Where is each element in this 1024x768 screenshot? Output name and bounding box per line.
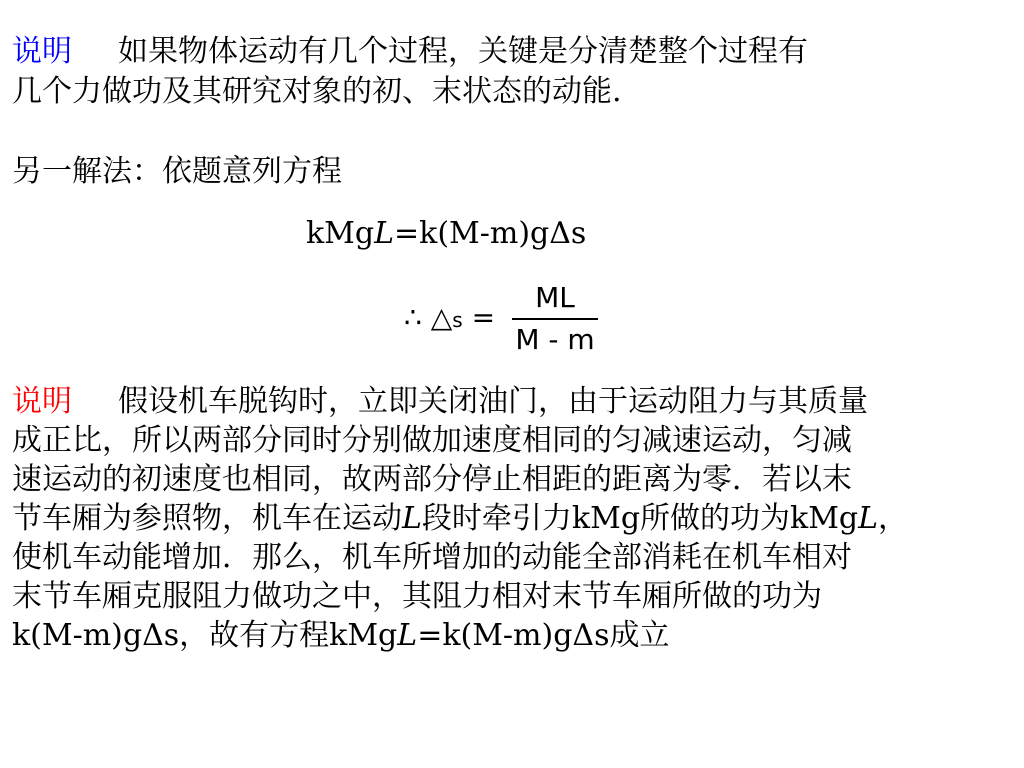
alternative-solution-heading: 另一解法：依题意列方程	[12, 154, 342, 189]
para3-line-7	[12, 616, 908, 655]
explanation-paragraph-2	[12, 382, 908, 655]
para1-line-2: 几个力做功及其研究对象的初、末状态的动能.	[12, 74, 622, 109]
para3-line4-c: ，	[878, 501, 909, 536]
para3-line4-b: 段时牵引力kMg所做的功为kMg	[421, 501, 859, 536]
equation-2	[404, 280, 624, 356]
para3-line-2: 成正比，所以两部分同时分别做加速度相同的匀减速运动，匀减	[12, 423, 852, 458]
equation2-s: s	[452, 308, 463, 332]
para1-line-1	[12, 32, 808, 72]
para3-line4-var: L	[402, 501, 422, 536]
para3-line7-b: =k(M-m)gΔs成立	[417, 618, 670, 653]
para3-line4-a: 节车厢为参照物，机车在运动	[12, 501, 402, 536]
equation1-pre: kMg	[306, 216, 375, 251]
equation1-post: =k(M-m)gΔs	[394, 216, 587, 251]
para1-line1-text: 如果物体运动有几个过程，关键是分清楚整个过程有	[118, 34, 808, 69]
para3-line7-a: k(M-m)gΔs，故有方程kMg	[12, 618, 398, 653]
fraction-bar	[512, 318, 598, 320]
equation2-equals: =	[471, 301, 496, 334]
explanation-label: 说明	[12, 34, 72, 69]
para3-line7-var: L	[397, 618, 418, 653]
explanation-paragraph-1	[12, 32, 808, 112]
para3-line-4	[12, 499, 908, 538]
para3-line-1	[12, 382, 908, 421]
equation-1	[306, 214, 586, 254]
delta-symbol: △	[430, 301, 453, 334]
para3-line4-var2: L	[858, 501, 879, 536]
fraction-numerator: ML	[535, 281, 575, 314]
fraction-denominator: M - m	[515, 323, 595, 356]
para3-line-5: 使机车动能增加．那么，机车所增加的动能全部消耗在机车相对	[12, 540, 852, 575]
therefore-symbol: ∴	[404, 301, 422, 334]
equation1-var: L	[374, 216, 395, 251]
para3-line1-text: 假设机车脱钩时，立即关闭油门，由于运动阻力与其质量	[118, 384, 868, 419]
explanation-label-2: 说明	[12, 384, 72, 419]
fraction	[512, 282, 598, 356]
para3-line-3: 速运动的初速度也相同，故两部分停止相距的距离为零．若以末	[12, 462, 852, 497]
equation2-lhs	[404, 300, 495, 338]
para3-line-6: 末节车厢克服阻力做功之中，其阻力相对末节车厢所做的功为	[12, 579, 822, 614]
